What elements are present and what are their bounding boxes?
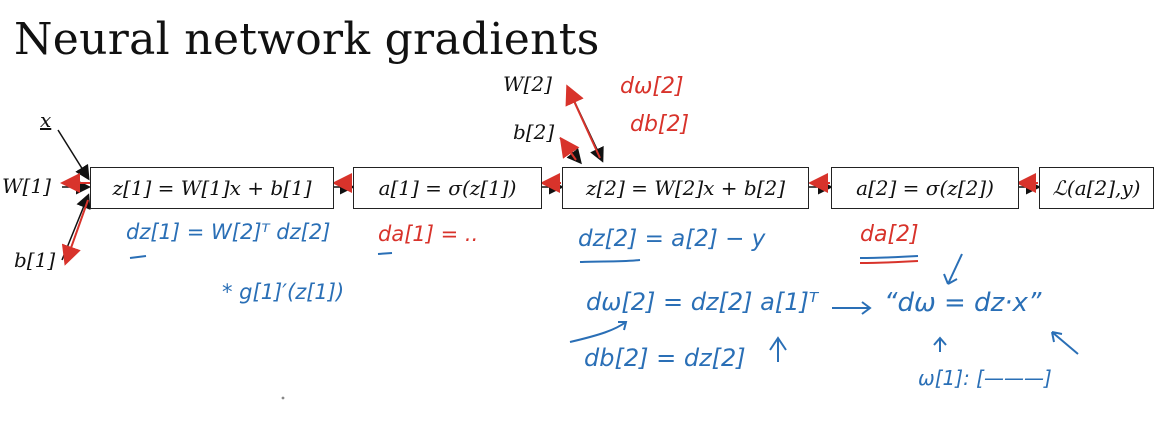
red-arrow-back-b1 [66, 200, 88, 262]
arrow-to-dw-formula [832, 302, 870, 314]
underline-da2-red [860, 261, 918, 263]
note-dz1: dz[1] = W[2]ᵀ dz[2] [126, 220, 331, 244]
note-g-prime: * g[1]′(z[1]) [222, 280, 345, 304]
box-a1 [353, 167, 542, 209]
box-z1 [90, 167, 334, 209]
arrow-b1-to-z1 [62, 196, 88, 260]
box-a2-text: a[2] = σ(z[2]) [856, 176, 994, 200]
input-x-label: x [40, 108, 52, 132]
underline-dz2 [580, 260, 640, 262]
note-da2: da[2] [860, 222, 919, 247]
box-a1-text: a[1] = σ(z[1]) [378, 176, 517, 200]
red-arrow-up-b2 [562, 140, 576, 160]
box-loss [1039, 167, 1154, 209]
note-db2-red: db[2] [630, 112, 690, 137]
input-b1-label: b[1] [14, 248, 56, 272]
box-z1-text: z[1] = W[1]x + b[1] [112, 176, 312, 200]
input-w1-label: W[1] [2, 174, 51, 198]
arrow-up-dw [934, 338, 946, 352]
note-dw2-red: dω[2] [620, 74, 684, 99]
tick-dz1 [130, 256, 146, 258]
arrow-up-x [1052, 332, 1078, 354]
tick-da1 [378, 253, 392, 254]
note-dz2: dz[2] = a[2] − y [578, 226, 766, 252]
note-w-bracket: ω[1]: [———] [918, 366, 1052, 390]
curve-arrow-dw [570, 322, 626, 342]
red-arrow-up-w2 [568, 88, 600, 158]
note-dw-formula: “dω = dz·x” [884, 288, 1042, 318]
note-dw2-eq: dω[2] = dz[2] a[1]ᵀ [586, 288, 819, 316]
box-z2-text: z[2] = W[2]x + b[2] [585, 176, 786, 200]
up-arrow-a1 [770, 338, 786, 362]
arrow-down-formula [944, 254, 962, 284]
arrow-x-to-z1 [58, 130, 88, 178]
input-w2-label: W[2] [503, 72, 552, 96]
slide-title: Neural network gradients [14, 14, 600, 65]
note-da1: da[1] = .. [378, 222, 479, 246]
underline-da2-blue [860, 256, 918, 258]
input-b2-label: b[2] [513, 120, 555, 144]
note-db2-eq: db[2] = dz[2] [584, 344, 746, 372]
box-a2 [831, 167, 1019, 209]
box-loss-text: ℒ(a[2],y) [1052, 176, 1141, 200]
box-z2 [562, 167, 809, 209]
